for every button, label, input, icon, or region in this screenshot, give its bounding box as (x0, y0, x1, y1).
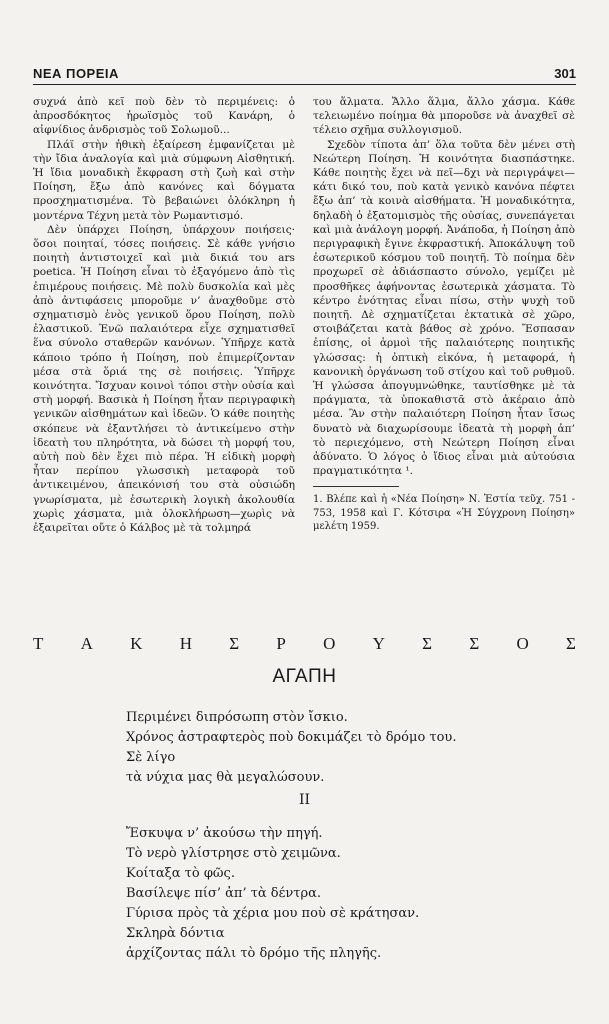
author-name (33, 634, 576, 654)
poem-line: Σκληρὰ δόντια (126, 926, 225, 941)
left-text-column (33, 95, 295, 535)
poem-line: Χρόνος ἀστραφτερὸς ποὺ δοκιμάζει τὸ δρόμο του. (126, 730, 457, 745)
author-letter: Κ (130, 634, 143, 653)
author-letter: Σ (422, 634, 433, 653)
author-letter: Ο (323, 634, 336, 653)
author-letter: Σ (229, 634, 240, 653)
poem-line: Ἔσκυψα ν’ ἀκούσω τὴν πηγή. (126, 826, 323, 841)
paragraph: του ἅλματα. Ἄλλο ἅλμα, ἄλλο χάσμα. Κάθε τελειωμένο ποίημα θὰ μποροῦσε νὰ ἀναχθεῖ σὲ τέλειο σχῆμα συλλογισμοῦ. (313, 96, 575, 137)
poem-line: Βασίλεψε πίσ’ ἀπ’ τὰ δέντρα. (126, 886, 322, 901)
poem-line: τὰ νύχια μας θὰ μεγαλώσουν. (126, 770, 325, 785)
author-letter: Υ (372, 634, 385, 653)
poem-line: Τὸ νερὸ γλίστρησε στὸ χειμῶνα. (126, 846, 341, 861)
author-letter: Σ (469, 634, 480, 653)
footnote: 1. Βλέπε καὶ ἡ «Νέα Ποίηση» Ν. Ἑστία τεῦχ. 751 - 753, 1958 καὶ Γ. Κότσιρα «Ἡ Σύγχρονη Ποίηση» μελέτη 1959. (313, 494, 575, 532)
paragraph: συχνά ἀπὸ κεῖ ποὺ δὲν τὸ περιμένεις: ὁ ἀπροσδόκητος ἡρωϊσμὸς τοῦ Κανάρη, ὁ αἰφνίδιος ἀνδρισμὸς τοῦ Σολωμοῦ... (33, 96, 295, 137)
footnote-divider (313, 486, 399, 487)
author-letter: Τ (33, 634, 44, 653)
poem-stanza-1 (126, 708, 576, 788)
author-letter: Ρ (276, 634, 286, 653)
section-number: II (298, 792, 311, 808)
poem-line: ἀρχίζοντας πάλι τὸ δρόμο τῆς πληγῆς. (126, 946, 382, 961)
poem-line: Κοίταξα τὸ φῶς. (126, 866, 235, 881)
author-letter: Σ (566, 634, 576, 653)
page-number: 301 (554, 66, 576, 81)
author-letter: Η (179, 634, 192, 653)
poem-stanza-2 (126, 824, 576, 964)
poem-line: Περιμένει διπρόσωπη στὸν ἴσκιο. (126, 710, 348, 725)
right-text-column (313, 95, 575, 533)
author-letter: Ο (516, 634, 529, 653)
poem-line: Γύρισα πρὸς τὰ χέρια μου ποὺ σὲ κράτησαν. (126, 906, 420, 921)
paragraph: Σχεδὸν τίποτα ἀπ’ ὅλα τοῦτα δὲν μένει στὴ Νεώτερη Ποίηση. Ἡ κοινότητα διασπάστηκε. Κάθε ποιητὴς ἔχει νὰ πεῖ—δχι νὰ περιγράψει—κάτι δικό του, ποὺ κατὰ γενικὸ κανόνα πέφτει ἔξω ἀπ’ τὰ κοινὰ αἰσθήματα. Ἡ μοναδικότητα, δηλαδὴ ὁ ἐξατομισμὸς τῆς οὐσίας, συνεπάγεται καὶ μιὰ ἀνάλογη μορφή. Ἀνάποδα, ἡ Ποίηση ἀπὸ περιγραφικὴ ἔγινε ἐκφραστική. Ἀποκάλυψη τοῦ ἐσωτερικοῦ κόσμου τοῦ ποιητῆ. Τὸ ποίημα δὲν προχωρεῖ σὲ ἀδιάσπαστο σύνολο, γεμίζει μὲ προσθῆκες ἀφήνοντας ἐσωτερικὰ χάσματα. Τὸ κέντρο ἑνότητας εἶναι πίσω, στὴν ψυχὴ τοῦ ποιητῆ. Δὲ σχηματίζεται ἐκτατικὰ σὲ χῶρο, στοιβάζεται κατὰ βάθος σὲ χρόνο. Ἔσπασαν ἐπίσης, οἱ ἁρμοὶ τῆς παλαιότερης ποιητικῆς γλώσσας: ἡ ὀπτικὴ εἰκόνα, ἡ μεταφορά, ἡ κανονικὴ ὀργάνωση τοῦ στίχου καὶ τοῦ ρυθμοῦ. Ἡ γλώσσα ἀπογυμνώθηκε, ταυτίσθηκε μὲ τὰ πράγματα, τὰ ὑποκαθιστᾶ στὸ ἀκέραιο ἀπὸ μέσα. Ἂν στὴν παλαιότερη Ποίηση ἦταν ἴσως δυνατὸ νὰ διαχωρίσουμε ἰδεατὰ τὴ μορφὴ ἀπ’ τὸ περιεχόμενο, στὴ Νεώτερη Ποίηση εἶναι ἀδύνατο. Ὁ λόγος ὁ ἴδιος εἶναι μιὰ αὐτούσια πραγματικότητα ¹. (313, 138, 575, 478)
poem-title: ΑΓΑΠΗ (272, 666, 337, 687)
paragraph: Δὲν ὑπάρχει Ποίηση, ὑπάρχουν ποιήσεις· ὅσοι ποιηταί, τόσες ποιήσεις. Σὲ κάθε γνήσιο ποιητὴ ἀντιστοιχεῖ καὶ μιὰ δικιά του ars poetica. Ἡ Ποίηση εἶναι τὸ ἐξαγόμενο ἀπὸ τὶς ἐπιμέρους ποιήσεις. Μὲ πολὺ δυσκολία καὶ μὲς ἀπὸ ἀντιφάσεις μποροῦμε ν’ ἀναχθοῦμε στὸ σχηματισμὸ ἑνὸς γενικοῦ ὅρου Ποίηση, πολὺ ἐλαστικοῦ. Ἐνῶ παλαιότερα εἶχε σχηματισθεῖ ἕνα σύνολο σταθερῶν κανόνων. Ὑπῆρχε κατὰ κάποιο τρόπο ἡ Ποίηση, ποὺ ἐπιμερίζονταν μέσα στὰ ὅριά της σὲ ποιήσεις. Ὑπῆρχε κοινότητα. Ἴσχυαν κοινοὶ τόποι στὴν οὐσία καὶ στὴ μορφή. Βασικὰ ἡ Ποίηση ἦταν περιγραφικὴ γενικῶν αἰσθημάτων καὶ ἰδεῶν. Ὁ κάθε ποιητὴς σκόπευε νὰ ἐξαντλήσει τὸ ἀντικείμενο στὴν ἰδεατὴ του πληρότητα, νὰ δώσει τὴ μορφή του, αὐτὴ ποὺ δὲν ἔχει πιὸ πέρα. Ἡ εἰδικὴ μορφὴ ἦταν περίπου γλωσσικὴ μεταφορὰ τοῦ ἀντικειμένου, ἀπεικόνισή του στὰ οὐσιώδη γνωρίσματα, μὲ ἐσωτερικὴ λογικὴ ἀκολουθία χωρὶς χάσματα, μιὰ ὁλοκλήρωση—χωρὶς νὰ ἐξαιρεῖται οὔτε ὁ Κάλβος μὲ τὰ τολμηρά (33, 223, 295, 535)
poem-line: Σὲ λίγο (126, 750, 176, 765)
running-header (33, 62, 576, 85)
author-letter: Α (80, 634, 93, 653)
paragraph: Πλάϊ στὴν ἠθικὴ ἐξαίρεση ἐμφανίζεται μὲ τὴν ἴδια ἀναλογία καὶ μιὰ σύμφωνη Αἰσθητική. Ἡ ἴδια μοναδικὴ ἔκφραση στὴ ζωὴ καὶ στὴν Ποίηση, ἔξω ἀπὸ κανόνες καὶ δόγματα προσχηματισμένα. Τὸ βεβαιώνει ὁλόκληρη ἡ μοντέρνα Τέχνη μετὰ τὸν Ρωμαντισμό. (33, 138, 295, 222)
journal-title: ΝΕΑ ΠΟΡΕΙΑ (33, 66, 119, 81)
